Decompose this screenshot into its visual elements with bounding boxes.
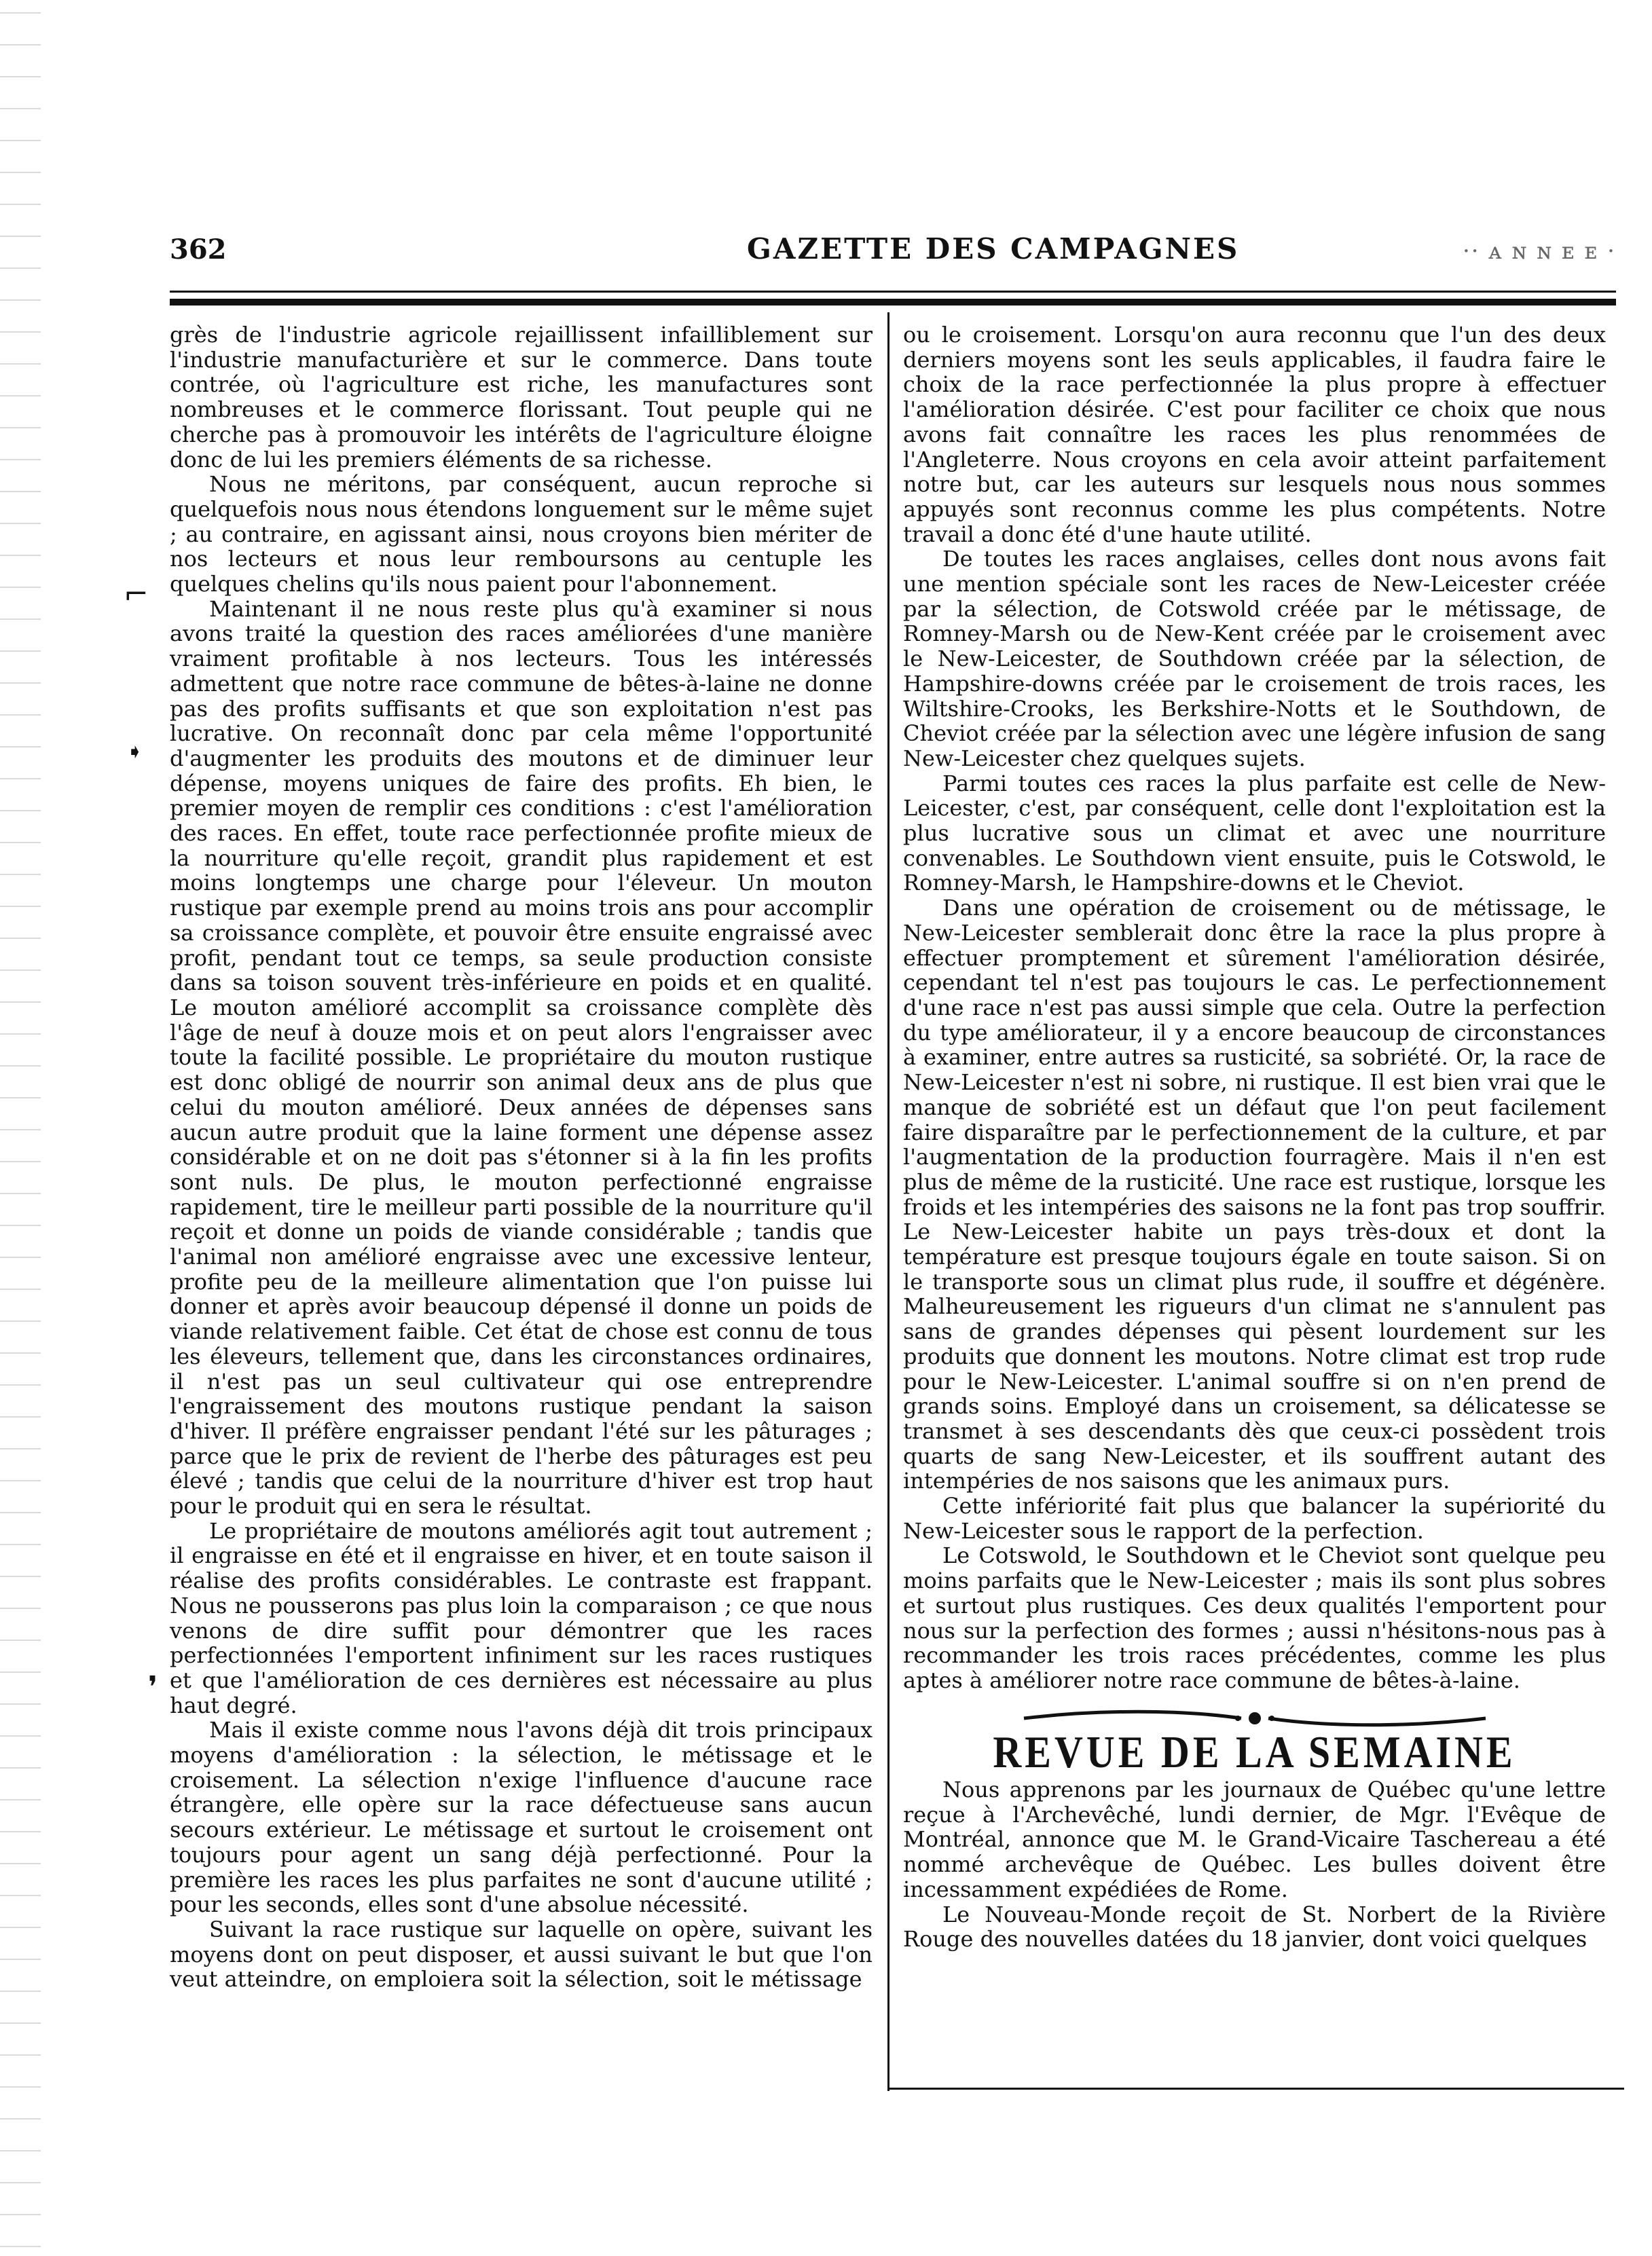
left-column	[170, 322, 873, 1992]
paragraph: Parmi toutes ces races la plus parfaite est celle de New-Leicester, c'est, par conséquent, celle dont l'exploitation est la plus lucrative sous un climat et avec une nourriture convenables. Le Southdown vient ensuite, puis le Cotswold, le Romney-Marsh, le Hampshire-downs et le Cheviot.	[903, 770, 1606, 896]
paragraph: Le propriétaire de moutons améliorés agit tout autrement ; il engraisse en été et il engraisse en hiver, et en toute saison il réalise des profits considérables. Le contraste est frappant. Nous ne pousserons pas plus loin la comparaison ; ce que nous venons de dire suffit pour démontrer que les races perfectionnées l'emportent infiniment sur les races rustiques et que l'amélioration de ces dernières est nécessaire au plus haut degré.	[170, 1517, 873, 1718]
margin-hook-mark: ⌐	[124, 577, 149, 612]
paragraph: Le Nouveau-Monde reçoit de St. Norbert de la Rivière Rouge des nouvelles datées du 18 janvier, dont voici quelques	[903, 1901, 1606, 1953]
header-rule-thin	[170, 291, 1616, 293]
page-number: 362	[170, 234, 227, 265]
section-title: REVUE DE LA SEMAINE	[993, 1726, 1516, 1778]
header-rule-thick	[170, 299, 1616, 306]
paragraph: grès de l'industrie agricole rejaillissent infailliblement sur l'industrie manufacturière et sur le commerce. Dans toute contrée, où l'agriculture est riche, les manufactures sont nombreuses et le commerce florissant. Tout peuple qui ne cherche pas à promouvoir les intérêts de l'agriculture éloigne donc de lui les premiers éléments de sa richesse.	[170, 322, 873, 473]
page-header	[170, 224, 1616, 278]
margin-arrow-mark: ➧	[126, 740, 144, 764]
paragraph: Nous apprenons par les journaux de Québec qu'une lettre reçue à l'Archevêché, lundi dernier, de Mgr. l'Evêque de Montréal, annonce que M. le Grand-Vicaire Taschereau a été nommé archevêque de Québec. Les bulles doivent être incessamment expédiées de Rome.	[903, 1777, 1606, 1902]
paragraph: Dans une opération de croisement ou de métissage, le New-Leicester semblerait donc être la race la plus propre à effectuer promptement et sûrement l'amélioration désirée, cependant tel n'est pas toujours le cas. Le perfectionnement d'une race n'est pas aussi simple que cela. Outre la perfection du type améliorateur, il y a encore beaucoup de circonstances à examiner, entre autres sa rusticité, sa sobriété. Or, la race de New-Leicester n'est ni sobre, ni rustique. Il est bien vrai que le manque de sobriété est un défaut que l'on peut facilement faire disparaître par le perfectionnement de la culture, et par l'augmentation de la production fourragère. Mais il n'en est plus de même de la rusticité. Une race est rustique, lorsque les froids et les intempéries des saisons ne la font pas trop souffrir. Le New-Leicester habite un pays très-doux et dont la température est presque toujours égale en toute saison. Si on le transporte sous un climat plus rude, il souffre et dégénère. Malheureusement les rigueurs d'un climat ne s'annulent pas sans de grandes dépenses qui pèsent lourdement sur les produits que donnent les moutons. Notre climat est trop rude pour le New-Leicester. L'animal souffre si on n'en prend de grands soins. Employé dans un croisement, sa délicatesse se transmet à ses descendants dès que ceux-ci possèdent trois quarts de sang New-Leicester, et ils souffrent autant des intempéries de nos saisons que les animaux purs.	[903, 895, 1606, 1494]
paragraph: Maintenant il ne nous reste plus qu'à examiner si nous avons traité la question des races améliorées d'une manière vraiment profitable à nos lecteurs. Tous les intéressés admettent que notre race commune de bêtes-à-laine ne donne pas des profits suffisants et que son exploitation n'est pas lucrative. On reconnaît donc par cela même l'opportunité d'augmenter les produits des moutons et de diminuer leur dépense, moyens uniques de faire des profits. Eh bien, le premier moyen de remplir ces conditions : c'est l'amélioration des races. En effet, toute race perfectionnée profite mieux de la nourriture qu'elle reçoit, grandit plus rapidement et est moins longtemps une charge pour l'éleveur. Un mouton rustique par exemple prend au moins trois ans pour accomplir sa croissance complète, et pouvoir être ensuite engraissé avec profit, pendant tout ce temps, sa seule production consiste dans sa toison souvent très-inférieure en poids et en qualité. Le mouton amélioré accomplit sa croissance complète dès l'âge de neuf à douze mois et on peut alors l'engraisser avec toute la facilité possible. Le propriétaire du mouton rustique est donc obligé de nourrir son animal deux ans de plus que celui du mouton amélioré. Deux années de dépenses sans aucun autre produit que la laine forment une dépense assez considérable et on ne doit pas s'étonner si à la fin les profits sont nuls. De plus, le mouton perfectionné engraisse rapidement, tire le meilleur parti possible de la nourriture qu'il reçoit et donne un poids de viande considérable ; tandis que l'animal non amélioré engraisse avec une excessive lenteur, profite peu de la meilleure alimentation que l'on puisse lui donner et après avoir beaucoup dépensé il donne un poids de viande relativement faible. Cet état de chose est connu de tous les éleveurs, tellement que, dans les circonstances ordinaires, il n'est pas un seul cultivateur qui ose entreprendre l'engraissement des moutons rustique pendant la saison d'hiver. Il préfère engraisser pendant l'été sur les pâturages ; parce que le prix de revient de l'herbe des pâturages est peu élevé ; tandis que celui de la nourriture d'hiver est trop haut pour le produit qui en sera le résultat.	[170, 595, 873, 1519]
column-bottom-rule	[887, 2088, 1624, 2090]
column-divider	[887, 312, 889, 2091]
newspaper-title: GAZETTE DES CAMPAGNES	[747, 232, 1240, 265]
paragraph: Mais il existe comme nous l'avons déjà dit trois principaux moyens d'amélioration : la sélection, le métissage et le croisement. La sélection n'exige l'influence d'aucune race étrangère, elle opère sur la race défectueuse sans aucun secours extérieur. Le métissage et surtout le croisement ont toujours pour agent un sang déjà perfectionné. Pour la première les races les plus parfaites ne sont d'aucune utilité ; pour les seconds, elles sont d'une absolue nécessité.	[170, 1717, 873, 1918]
paragraph: De toutes les races anglaises, celles dont nous avons fait une mention spéciale sont les races de New-Leicester créée par la sélection, de Cotswold créée par le métissage, de Romney-Marsh ou de New-Kent créée par le croisement avec le New-Leicester, de Southdown créée par la sélection, de Hampshire-downs créée par le croisement de trois races, les Wiltshire-Crooks, les Berkshire-Notts et le Southdown, de Cheviot créée par la sélection avec une légère infusion de sang New-Leicester chez quelques sujets.	[903, 546, 1606, 771]
header-bleed-through: ·· ᴀ ɴ ɴ ᴇ ᴇ ·	[1462, 238, 1616, 265]
margin-ink-mark: ❜	[148, 1670, 158, 1705]
right-column	[903, 322, 1606, 1952]
paragraph: ou le croisement. Lorsqu'on aura reconnu que l'un des deux derniers moyens sont les seuls applicables, il faudra faire le choix de la race perfectionnée la plus propre à effectuer l'amélioration désirée. C'est pour faciliter ce choix que nous avons fait connaître les races les plus renommées de l'Angleterre. Nous croyons en cela avoir atteint parfaitement notre but, car les auteurs sur lesquels nous nous sommes appuyés sont reconnus comme les plus compétents. Notre travail a donc été d'une haute utilité.	[903, 322, 1606, 547]
paragraph: Le Cotswold, le Southdown et le Cheviot sont quelque peu moins parfaits que le New-Leicester ; mais ils sont plus sobres et surtout plus rustiques. Ces deux qualités l'emportent pour nous sur la perfection des formes ; aussi n'hésitons-nous pas à recommander les trois races précédentes, comme les plus aptes à améliorer notre race commune de bêtes-à-laine.	[903, 1542, 1606, 1693]
binding-edge	[0, 0, 41, 2256]
paragraph: Cette infériorité fait plus que balancer la supériorité du New-Leicester sous le rapport de la perfection.	[903, 1493, 1606, 1544]
paragraph: Nous ne méritons, par conséquent, aucun reproche si quelquefois nous nous étendons longuement sur le même sujet ; au contraire, en agissant ainsi, nous croyons bien mériter de nos lecteurs et nous leur remboursons au centuple les quelques chelins qu'ils nous paient pour l'abonnement.	[170, 471, 873, 597]
paragraph: Suivant la race rustique sur laquelle on opère, suivant les moyens dont on peut disposer, et aussi suivant le but que l'on veut atteindre, on emploiera soit la sélection, soit le métissage	[170, 1917, 873, 1993]
